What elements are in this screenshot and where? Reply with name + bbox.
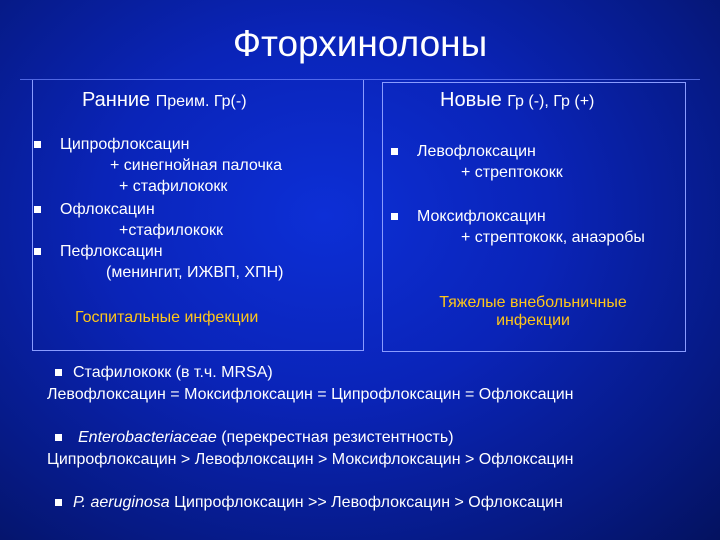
bullet-square-icon — [34, 206, 41, 213]
drug-name: Моксифлоксацин — [417, 208, 546, 225]
drug-detail: + стрептококк — [461, 164, 563, 181]
comparison-ranking: Левофлоксацин = Моксифлоксацин = Ципрофлоксацин = Офлоксацин — [47, 386, 574, 403]
subject-italic: P. aeruginosa — [73, 494, 170, 511]
drug-detail: + стафилококк — [119, 178, 228, 195]
bullet-square-icon — [55, 434, 62, 441]
left-column-footer: Госпитальные инфекции — [75, 309, 259, 326]
right-heading-note: Гр (-), Гр (+) — [507, 93, 595, 110]
comparison-ranking: Ципрофлоксацин > Левофлоксацин > Моксифлоксацин > Офлоксацин — [47, 451, 574, 468]
drug-name: Офлоксацин — [60, 201, 155, 218]
left-column-heading — [82, 88, 247, 114]
bullet-square-icon — [34, 248, 41, 255]
comparison-ranking: Ципрофлоксацин >> Левофлоксацин > Офлоксацин — [169, 494, 563, 511]
drug-detail: +стафилококк — [119, 222, 223, 239]
comparison-subject — [78, 428, 454, 448]
subject-italic: Enterobacteriaceae — [78, 429, 217, 446]
bullet-square-icon — [391, 213, 398, 220]
drug-detail: + стрептококк, анаэробы — [461, 229, 645, 246]
left-heading-label: Ранние — [82, 89, 151, 111]
subject-rest: (перекрестная резистентность) — [216, 429, 454, 446]
bullet-square-icon — [55, 499, 62, 506]
right-column-footer-line1: Тяжелые внебольничные — [439, 294, 627, 311]
drug-name: Ципрофлоксацин — [60, 136, 190, 153]
comparison-subject: Стафилококк (в т.ч. MRSA) — [73, 364, 273, 381]
comparison-line — [73, 493, 563, 513]
right-column-heading — [440, 88, 594, 114]
drug-name: Пефлоксацин — [60, 243, 163, 260]
bullet-square-icon — [391, 148, 398, 155]
drug-name: Левофлоксацин — [417, 143, 536, 160]
slide-title: Фторхинолоны — [232, 23, 488, 64]
bullet-square-icon — [55, 369, 62, 376]
right-column-footer-line2: инфекции — [496, 312, 570, 329]
drug-detail: (менингит, ИЖВП, ХПН) — [106, 264, 284, 281]
right-heading-label: Новые — [440, 89, 502, 111]
drug-detail: + синегнойная палочка — [110, 157, 283, 174]
left-heading-note: Преим. Гр(-) — [155, 93, 247, 110]
bullet-square-icon — [34, 141, 41, 148]
